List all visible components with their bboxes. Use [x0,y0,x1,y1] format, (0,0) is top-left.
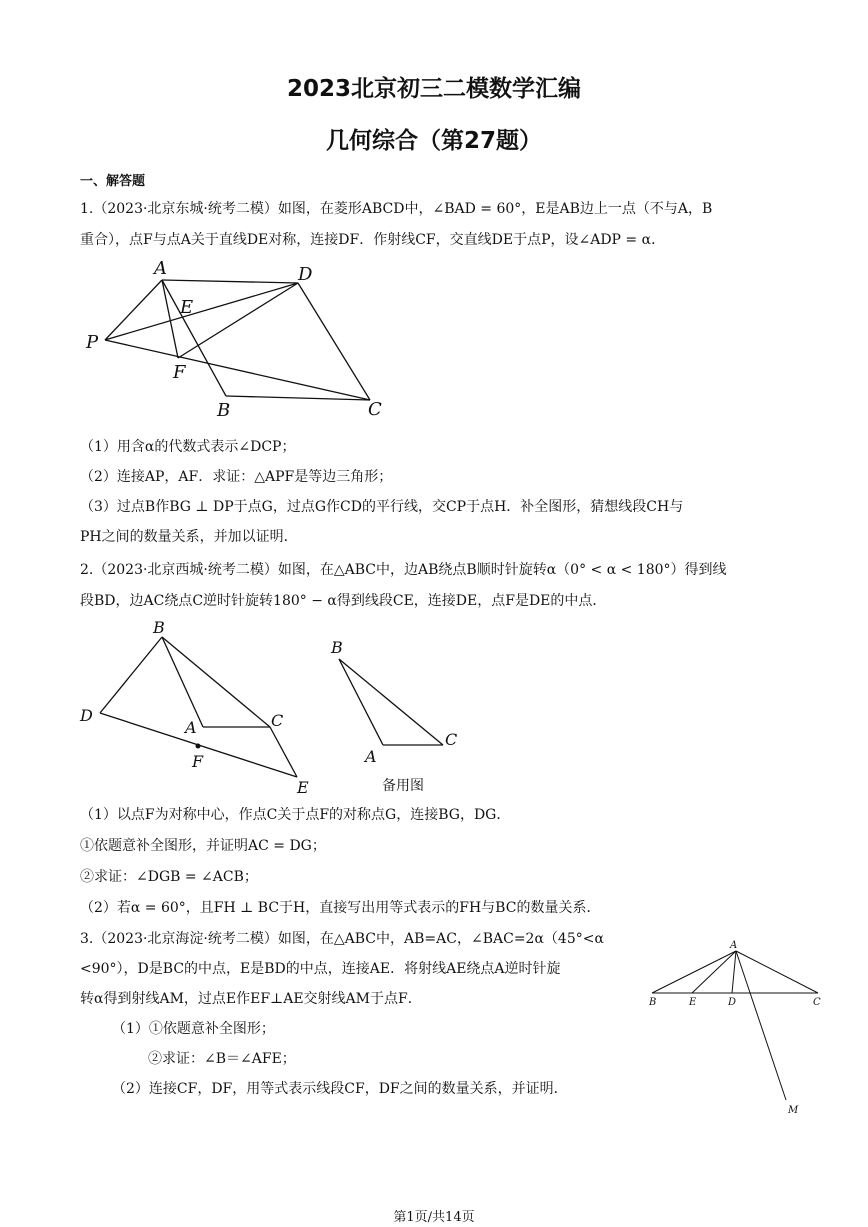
problem1-q3b: PH之间的数量关系，并加以证明． [80,529,298,545]
p1-label-a: A [154,258,167,279]
problem3-q1: （1）①依题意补全图形； [112,1021,275,1037]
p3-label-e: E [689,997,697,1008]
p2-label-e: E [297,778,309,797]
p1-label-d: D [298,264,313,285]
p3-label-b: B [649,997,657,1008]
p3-label-m: M [788,1105,799,1116]
problem2-line1: 2.（2023·北京西城·统考二模）如图，在△ABC中，边AB绕点B顺时针旋转α（0° < α < 180°）得到线 [80,562,727,578]
problem3-q2: （2）连接CF，DF，用等式表示线段CF，DF之间的数量关系，并证明． [112,1081,568,1097]
problem3-figure [640,935,840,1120]
problem2-spare-figure [325,635,475,765]
spare-figure-caption: 备用图 [382,778,424,794]
problem1-q1: （1）用含α的代数式表示∠DCP； [80,439,296,455]
p2-label-b: B [153,618,165,637]
page-subtitle: 几何综合（第27题） [325,128,542,154]
problem2-q1a: ①依题意补全图形，并证明AC = DG； [80,838,326,854]
p3-label-c: C [813,997,821,1008]
p2-label-a: A [185,718,197,737]
p2-spare-label-a: A [365,747,377,765]
problem2-q1: （1）以点F为对称中心，作点C关于点F的对称点G，连接BG，DG． [80,807,511,823]
problem3-line2: <90°），D是BC的中点，E是BD的中点，连接AE．将射线AE绕点A逆时针旋 [80,961,561,977]
problem1-q2: （2）连接AP，AF．求证：△APF是等边三角形； [80,469,393,485]
p2-spare-label-c: C [445,730,458,749]
page-title: 2023北京初三二模数学汇编 [286,76,581,102]
p2-label-f: F [192,752,204,771]
problem2-figure [75,615,330,800]
p2-label-d: D [80,706,93,725]
problem2-line2: 段BD，边AC绕点C逆时针旋转180° − α得到线段CE，连接DE，点F是DE的中点． [80,593,607,609]
section-heading: 一、解答题 [80,174,146,189]
p1-label-b: B [217,400,231,421]
problem1-line1: 1.（2023·北京东城·统考二模）如图，在菱形ABCD中，∠BAD = 60°，E是AB边上一点（不与A，B [80,201,713,217]
problem2-q2: （2）若α = 60°，且FH ⊥ BC于H，直接写出用等式表示的FH与BC的数量关系． [80,900,601,916]
problem2-q1b: ②求证：∠DGB = ∠ACB； [80,869,258,885]
p1-label-f: F [173,362,186,383]
p1-label-c: C [368,399,382,420]
page-footer: 第1页/共14页 [393,1210,475,1225]
problem3-q1b: ②求证：∠B＝∠AFE； [148,1051,296,1067]
p1-label-p: P [86,332,99,353]
problem1-figure [80,258,410,428]
p3-label-a: A [730,940,738,951]
p3-label-d: D [728,997,737,1008]
problem3-line3: 转α得到射线AM，过点E作EF⊥AE交射线AM于点F． [80,991,422,1007]
problem1-line2: 重合），点F与点A关于直线DE对称，连接DF．作射线CF，交直线DE于点P，设∠ADP = α． [80,232,666,248]
p2-label-c: C [271,711,284,730]
problem1-q3a: （3）过点B作BG ⊥ DP于点G，过点G作CD的平行线，交CP于点H．补全图形，猜想线段CH与 [80,499,684,515]
p2-spare-label-b: B [331,638,343,657]
problem3-line1: 3.（2023·北京海淀·统考二模）如图，在△ABC中，AB=AC，∠BAC=2α（45°<α [80,931,604,947]
p1-label-e: E [180,297,194,318]
